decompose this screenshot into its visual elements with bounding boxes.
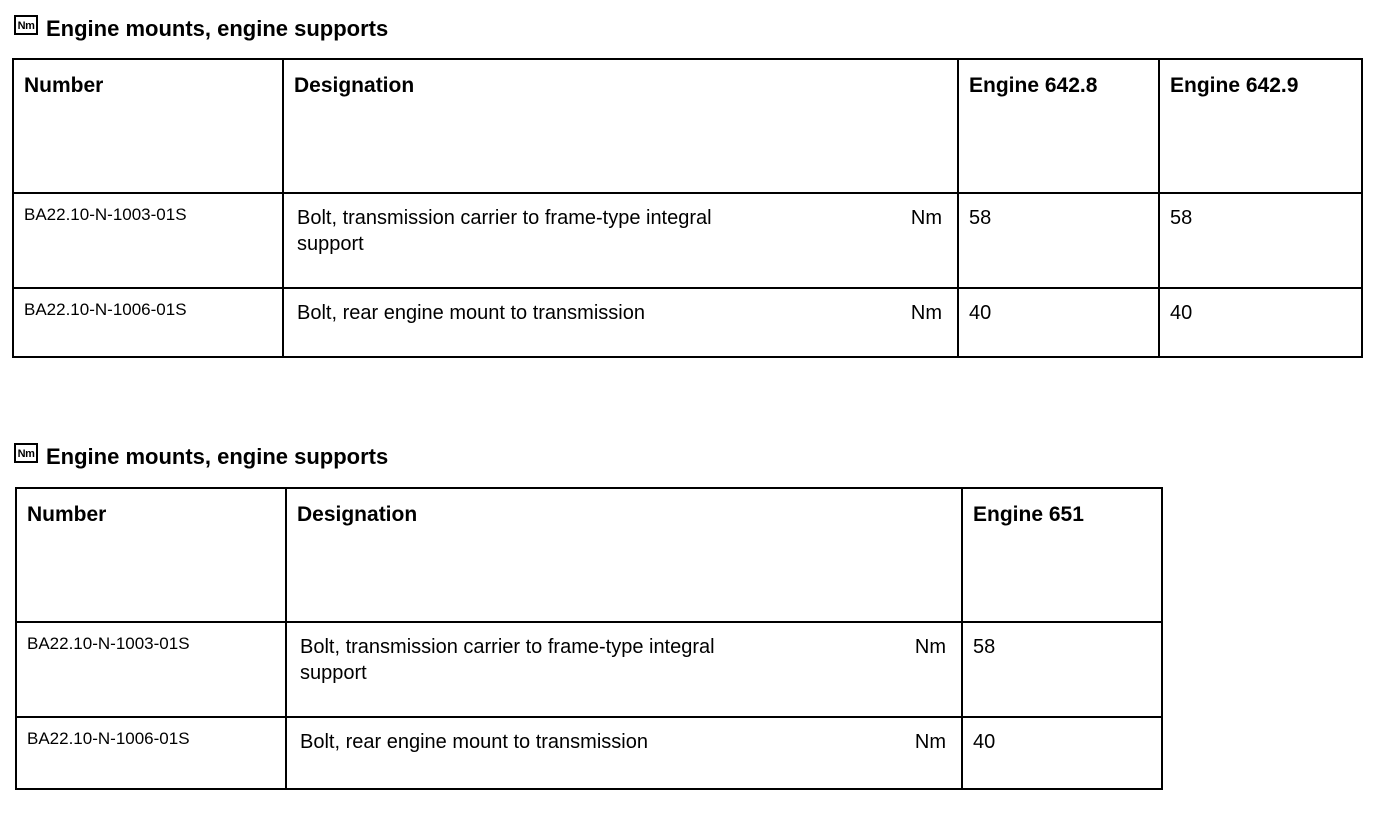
torque-nm-icon: Nm	[14, 443, 38, 463]
number-cell: BA22.10-N-1006-01S	[13, 288, 283, 357]
section-title: Engine mounts, engine supports	[46, 16, 389, 41]
header-cell-designation: Designation	[283, 59, 958, 193]
unit-label: Nm	[910, 207, 942, 229]
value-cell: 58	[1159, 193, 1362, 288]
table-row	[13, 193, 1362, 288]
unit-label: Nm	[910, 302, 942, 324]
number-cell: BA22.10-N-1003-01S	[16, 622, 286, 717]
table-header-row	[16, 488, 1162, 622]
value-cell: 40	[1159, 288, 1362, 357]
header-cell-designation: Designation	[286, 488, 962, 622]
value-cell: 40	[958, 288, 1159, 357]
header-cell-number: Number	[13, 59, 283, 193]
value-cell: 58	[962, 622, 1162, 717]
designation-cell: Bolt, transmission carrier to frame-type integral support Nm	[286, 622, 962, 717]
designation-cell: Bolt, rear engine mount to transmission Nm	[283, 288, 958, 357]
unit-label: Nm	[914, 636, 946, 658]
table-header-row	[13, 59, 1362, 193]
table-row	[16, 622, 1162, 717]
section-title: Engine mounts, engine supports	[46, 444, 389, 469]
header-cell-engine-642-8: Engine 642.8	[958, 59, 1159, 193]
unit-label: Nm	[914, 731, 946, 753]
number-cell: BA22.10-N-1003-01S	[13, 193, 283, 288]
torque-table-2	[15, 487, 1163, 790]
torque-nm-icon: Nm	[14, 15, 38, 35]
number-cell: BA22.10-N-1006-01S	[16, 717, 286, 789]
torque-table-1	[12, 58, 1363, 358]
designation-cell: Bolt, transmission carrier to frame-type integral support Nm	[283, 193, 958, 288]
header-cell-number: Number	[16, 488, 286, 622]
value-cell: 58	[958, 193, 1159, 288]
section-heading-2	[14, 444, 388, 470]
section-heading-1	[14, 16, 388, 42]
table-row	[13, 288, 1362, 357]
table-row	[16, 717, 1162, 789]
header-cell-engine-651: Engine 651	[962, 488, 1162, 622]
value-cell: 40	[962, 717, 1162, 789]
designation-cell: Bolt, rear engine mount to transmission Nm	[286, 717, 962, 789]
header-cell-engine-642-9: Engine 642.9	[1159, 59, 1362, 193]
